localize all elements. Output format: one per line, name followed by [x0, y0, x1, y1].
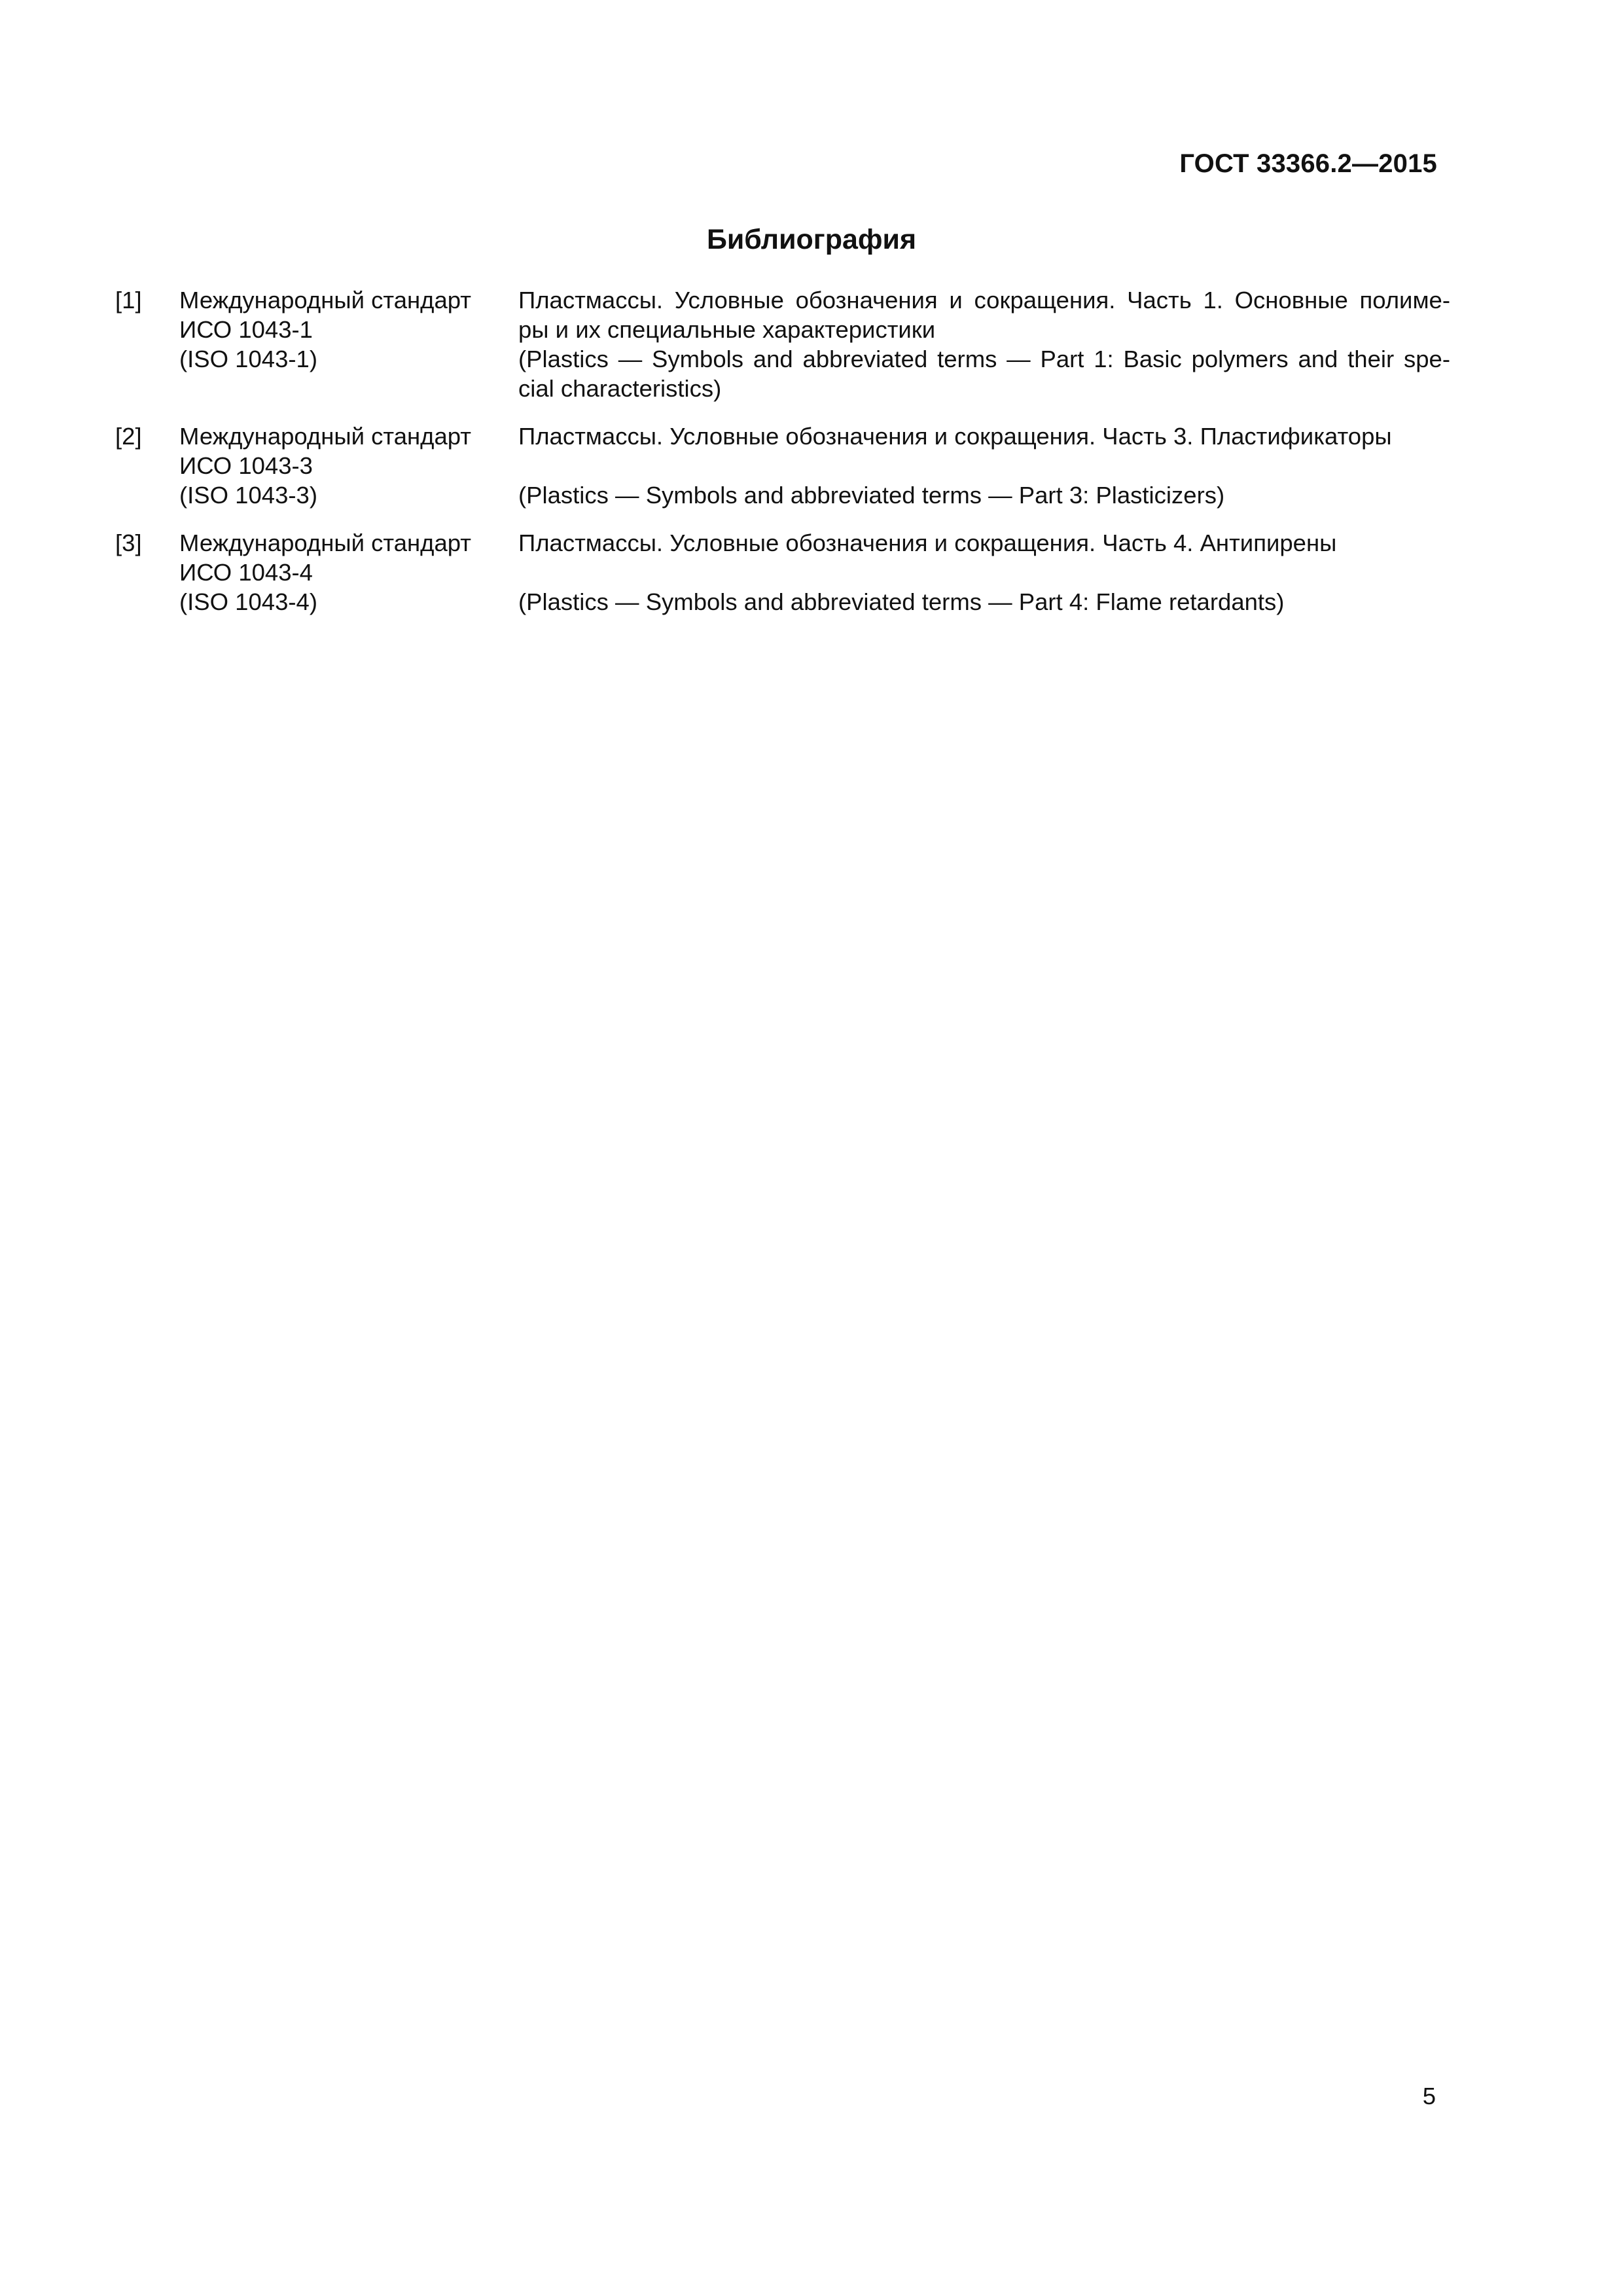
standard-type: Международный стандарт — [179, 287, 471, 314]
title-ru-line: Пластмассы. Условные обозначения и сокращения. Часть 3. Пластификаторы — [518, 423, 1392, 450]
entry-standard — [179, 528, 546, 617]
entry-title — [518, 528, 1450, 617]
entry-title — [518, 285, 1450, 403]
title-en-line: cial characteristics) — [518, 375, 722, 402]
standard-id-ru: ИСО 1043-3 — [179, 452, 313, 479]
title-en-line: (Plastics — Symbols and abbreviated terms — Part 1: Basic polymers and their spe- — [518, 346, 1450, 372]
title-en-line: (Plastics — Symbols and abbreviated terms — Part 3: Plasticizers) — [518, 482, 1225, 509]
entry-number: [1] — [115, 287, 142, 314]
section-title: Библиография — [706, 224, 917, 255]
bibliography-entry — [115, 422, 1450, 510]
title-ru-line: Пластмассы. Условные обозначения и сокращения. Часть 4. Антипирены — [518, 529, 1337, 556]
bibliography-list — [115, 285, 1450, 617]
title-en-line: (Plastics — Symbols and abbreviated terms — Part 4: Flame retardants) — [518, 588, 1285, 615]
bibliography-entry — [115, 528, 1450, 617]
entry-number: [3] — [115, 529, 142, 556]
page-number: 5 — [1422, 2083, 1436, 2109]
bibliography-entry — [115, 285, 1450, 403]
standard-id-ru: ИСО 1043-1 — [179, 316, 313, 343]
entry-title — [518, 422, 1450, 510]
title-ru-line: ры и их специальные характеристики — [518, 316, 936, 343]
standard-id-en: (ISO 1043-3) — [179, 482, 317, 509]
line-spacer — [518, 451, 1450, 480]
entry-standard — [179, 285, 546, 374]
standard-id-ru: ИСО 1043-4 — [179, 559, 313, 586]
standard-id-en: (ISO 1043-4) — [179, 588, 317, 615]
entry-standard — [179, 422, 546, 510]
line-spacer — [518, 558, 1450, 587]
document-code: ГОСТ 33366.2—2015 — [1179, 149, 1437, 178]
standard-type: Международный стандарт — [179, 529, 471, 556]
entry-number: [2] — [115, 423, 142, 450]
standard-type: Международный стандарт — [179, 423, 471, 450]
standard-id-en: (ISO 1043-1) — [179, 346, 317, 372]
title-ru-line: Пластмассы. Условные обозначения и сокращения. Часть 1. Основные полиме- — [518, 287, 1450, 314]
